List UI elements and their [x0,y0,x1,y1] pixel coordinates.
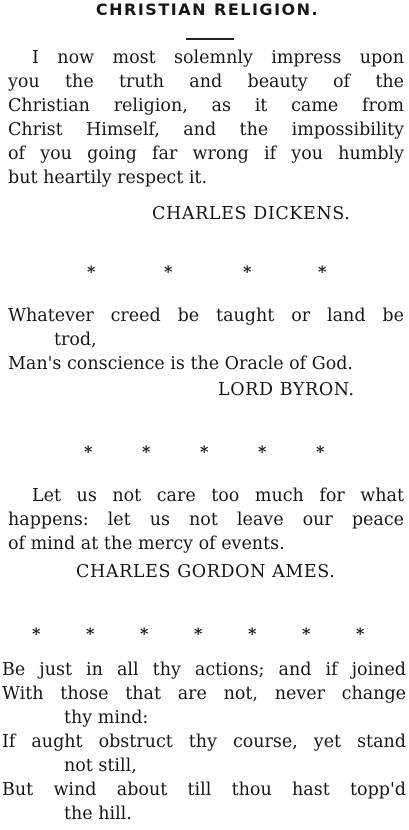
separator-stars [0,262,409,282]
text-line: Man's conscience is the Oracle of God. [8,354,353,374]
text-line: Whatever creed be taught or land be [8,306,404,326]
star-mark: * [87,262,96,281]
star-mark: * [32,624,41,643]
star-mark: * [200,442,209,461]
author-dickens: CHARLES DICKENS. [152,204,351,224]
star-mark: * [302,624,311,643]
separator-stars [0,624,409,644]
star-mark: * [248,624,257,643]
separator-stars [0,442,409,462]
star-mark: * [140,624,149,643]
star-mark: * [356,624,365,643]
star-mark: * [258,442,267,461]
star-mark: * [84,442,93,461]
text-line: Christ Himself, and the impossibility [8,120,404,140]
text-line: of mind at the mercy of events. [8,534,285,554]
text-line: trod, [54,330,97,350]
star-mark: * [86,624,95,643]
star-mark: * [316,442,325,461]
star-mark: * [194,624,203,643]
text-line: you the truth and beauty of the [8,72,404,92]
author-ames: CHARLES GORDON AMES. [76,562,336,582]
quote-byron [8,304,404,376]
text-line: I now most solemnly impress upon [32,48,404,68]
quote-dickens [8,46,404,190]
text-line: Christian religion, as it came from [8,96,404,116]
text-line: Be just in all thy actions; and if joined [2,660,406,680]
text-line: not still, [64,756,137,776]
star-mark: * [318,262,327,281]
star-mark: * [164,262,173,281]
text-line: the hill. [64,804,132,824]
text-line: happens: let us not leave our peace [8,510,404,530]
star-mark: * [142,442,151,461]
text-line: but heartily respect it. [8,168,208,188]
text-line: Let us not care too much for what [32,486,404,506]
quote-ames [8,484,404,556]
page-title: CHRISTIAN RELIGION. [95,0,320,19]
title-rule [186,38,234,40]
text-line: With those that are not, never change [2,684,406,704]
text-line: But wind about till thou hast topp'd [2,780,406,800]
quote-verse [2,658,406,826]
author-byron: LORD BYRON. [218,380,355,400]
text-line: If aught obstruct thy course, yet stand [2,732,406,752]
text-line: of you going far wrong if you humbly [8,144,404,164]
text-line: thy mind: [64,708,149,728]
star-mark: * [243,262,252,281]
